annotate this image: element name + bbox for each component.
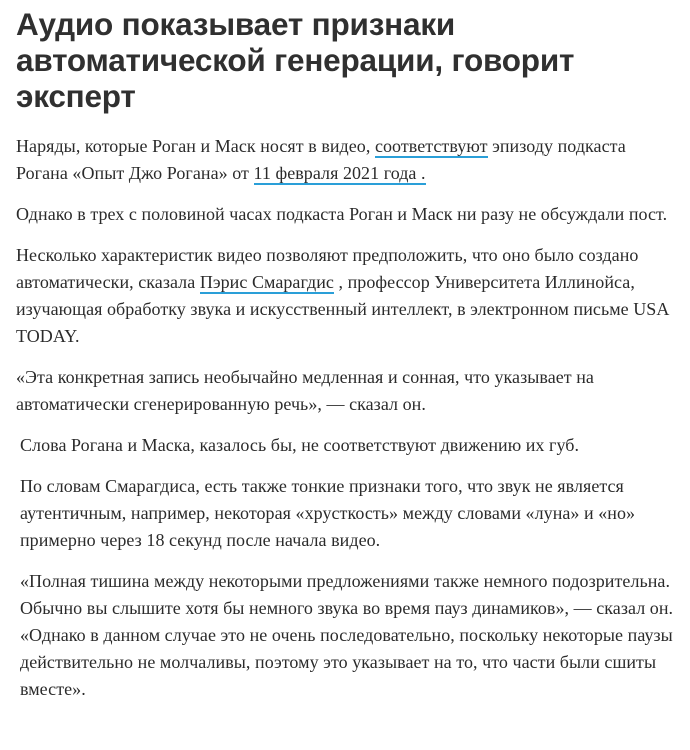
paragraph-5: Слова Рогана и Маска, казалось бы, не соответствуют движению их губ.: [20, 435, 580, 455]
article-headline: Аудио показывает признаки автоматической генерации, говорит эксперт: [16, 6, 575, 114]
paragraph-1: [16, 133, 680, 187]
paris-smaragdis-link[interactable]: Пэрис Смарагдис: [199, 272, 334, 292]
paragraph-4: «Эта конкретная запись необычайно медленная и сонная, что указывает на автоматически сгенерированную речь», — сказал он.: [16, 367, 594, 414]
article-body: [16, 6, 680, 717]
paragraph-6: По словам Смарагдиса, есть также тонкие признаки того, что звук не является аутентичным, например, некоторая «хрусткость» между словами «луна» и «но» примерно через 18 секунд после начала видео.: [20, 476, 636, 550]
paragraph-7: «Полная тишина между некоторыми предложениями также немного подозрительна. Обычно вы слышите хотя бы немного звука во время пауз динамиков», — сказал он. «Однако в данном случае это не очень последовательно, поскольку некоторые паузы действительно не молчаливы, поэтому это указывает на то, что части были сшиты вместе».: [20, 571, 674, 699]
paragraph-3: [16, 242, 680, 350]
paragraph-1-text-middle: эпизоду подкаста Рогана «Опыт Джо Рогана» от: [16, 136, 626, 183]
paragraph-1-text-before: Наряды, которые Роган и Маск носят в видео,: [16, 136, 375, 156]
match-link[interactable]: соответствуют: [374, 136, 488, 156]
paragraph-3-text-before: Несколько характеристик видео позволяют предположить, что оно было создано автоматически, сказала: [16, 245, 639, 292]
paragraph-2: Однако в трех с половиной часах подкаста Роган и Маск ни разу не обсуждали пост.: [16, 204, 668, 224]
paragraph-3-text-after: , профессор Университета Иллинойса, изучающая обработку звука и искусственный интеллект, в электронном письме USA TODAY.: [16, 272, 669, 346]
episode-date-link[interactable]: 11 февраля 2021 года .: [253, 163, 426, 183]
